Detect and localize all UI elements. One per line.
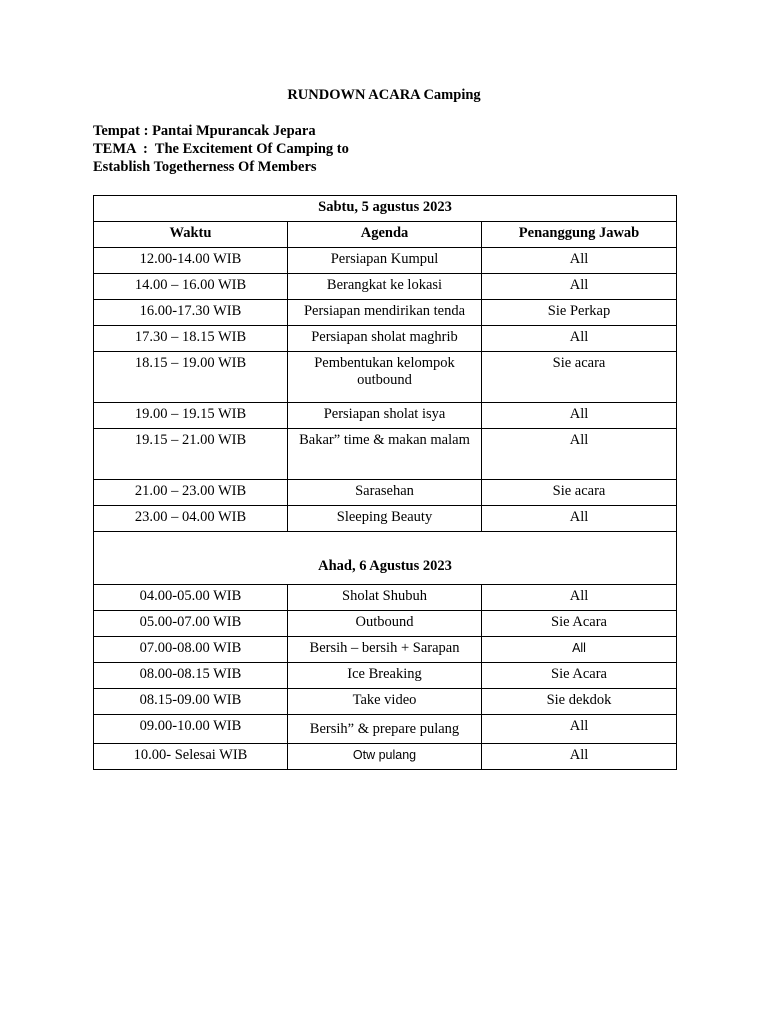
cell-agenda: Berangkat ke lokasi: [288, 274, 482, 300]
cell-agenda: Bakar” time & makan malam: [288, 429, 482, 480]
table-row: [94, 248, 677, 274]
table-row: [94, 506, 677, 532]
table-row: [94, 352, 677, 403]
cell-time: 10.00- Selesai WIB: [94, 744, 288, 770]
table-row: [94, 663, 677, 689]
cell-agenda: Sholat Shubuh: [288, 585, 482, 611]
table-row: [94, 585, 677, 611]
cell-time: 16.00-17.30 WIB: [94, 300, 288, 326]
cell-pic: Sie dekdok: [482, 689, 677, 715]
cell-agenda: Persiapan mendirikan tenda: [288, 300, 482, 326]
column-header-penanggung-jawab: Penanggung Jawab: [482, 222, 677, 248]
cell-time: 12.00-14.00 WIB: [94, 248, 288, 274]
table-row: [94, 480, 677, 506]
cell-time: 21.00 – 23.00 WIB: [94, 480, 288, 506]
cell-agenda: Take video: [288, 689, 482, 715]
event-theme: TEMA : The Excitement Of Camping to: [93, 141, 349, 157]
cell-pic: Sie acara: [482, 352, 677, 403]
cell-time: 14.00 – 16.00 WIB: [94, 274, 288, 300]
event-location: Tempat : Pantai Mpurancak Jepara: [93, 123, 316, 139]
column-header-waktu: Waktu: [94, 222, 288, 248]
cell-pic: All: [482, 274, 677, 300]
cell-agenda: Pembentukan kelompok outbound: [288, 352, 482, 403]
cell-pic: All: [482, 637, 677, 663]
cell-pic: All: [482, 585, 677, 611]
table-row: [94, 715, 677, 744]
table-row: [94, 611, 677, 637]
cell-agenda: Outbound: [288, 611, 482, 637]
cell-time: 19.00 – 19.15 WIB: [94, 403, 288, 429]
cell-time: 04.00-05.00 WIB: [94, 585, 288, 611]
cell-agenda: Sleeping Beauty: [288, 506, 482, 532]
cell-pic: Sie Acara: [482, 611, 677, 637]
table-row: [94, 326, 677, 352]
cell-agenda: Otw pulang: [288, 744, 482, 770]
cell-time: 19.15 – 21.00 WIB: [94, 429, 288, 480]
cell-pic: All: [482, 326, 677, 352]
table-row: [94, 403, 677, 429]
cell-agenda: Persiapan sholat isya: [288, 403, 482, 429]
cell-time: 18.15 – 19.00 WIB: [94, 352, 288, 403]
cell-time: 17.30 – 18.15 WIB: [94, 326, 288, 352]
cell-pic: Sie acara: [482, 480, 677, 506]
cell-agenda: Persiapan sholat maghrib: [288, 326, 482, 352]
event-theme-continued: Establish Togetherness Of Members: [93, 159, 317, 175]
cell-time: 07.00-08.00 WIB: [94, 637, 288, 663]
table-row: [94, 744, 677, 770]
cell-agenda: Bersih – bersih + Sarapan: [288, 637, 482, 663]
cell-agenda: Persiapan Kumpul: [288, 248, 482, 274]
document-title: RUNDOWN ACARA Camping: [287, 87, 481, 103]
cell-time: 05.00-07.00 WIB: [94, 611, 288, 637]
table-row: [94, 429, 677, 480]
cell-agenda: Sarasehan: [288, 480, 482, 506]
cell-agenda: Bersih” & prepare pulang: [288, 715, 482, 744]
cell-pic: All: [482, 248, 677, 274]
cell-time: 08.15-09.00 WIB: [94, 689, 288, 715]
cell-pic: Sie Acara: [482, 663, 677, 689]
cell-time: 09.00-10.00 WIB: [94, 715, 288, 744]
cell-pic: All: [482, 429, 677, 480]
cell-agenda: Ice Breaking: [288, 663, 482, 689]
cell-pic: All: [482, 506, 677, 532]
cell-pic: Sie Perkap: [482, 300, 677, 326]
table-row: [94, 637, 677, 663]
cell-pic: All: [482, 744, 677, 770]
column-header-agenda: Agenda: [288, 222, 482, 248]
cell-time: 08.00-08.15 WIB: [94, 663, 288, 689]
event-info: [93, 122, 349, 176]
cell-pic: All: [482, 403, 677, 429]
table-row: [94, 274, 677, 300]
cell-time: 23.00 – 04.00 WIB: [94, 506, 288, 532]
cell-pic: All: [482, 715, 677, 744]
rundown-table: [93, 195, 677, 770]
table-row: [94, 300, 677, 326]
day1-heading: Sabtu, 5 agustus 2023: [94, 196, 677, 222]
day2-heading: Ahad, 6 Agustus 2023: [94, 532, 677, 585]
table-row: [94, 689, 677, 715]
